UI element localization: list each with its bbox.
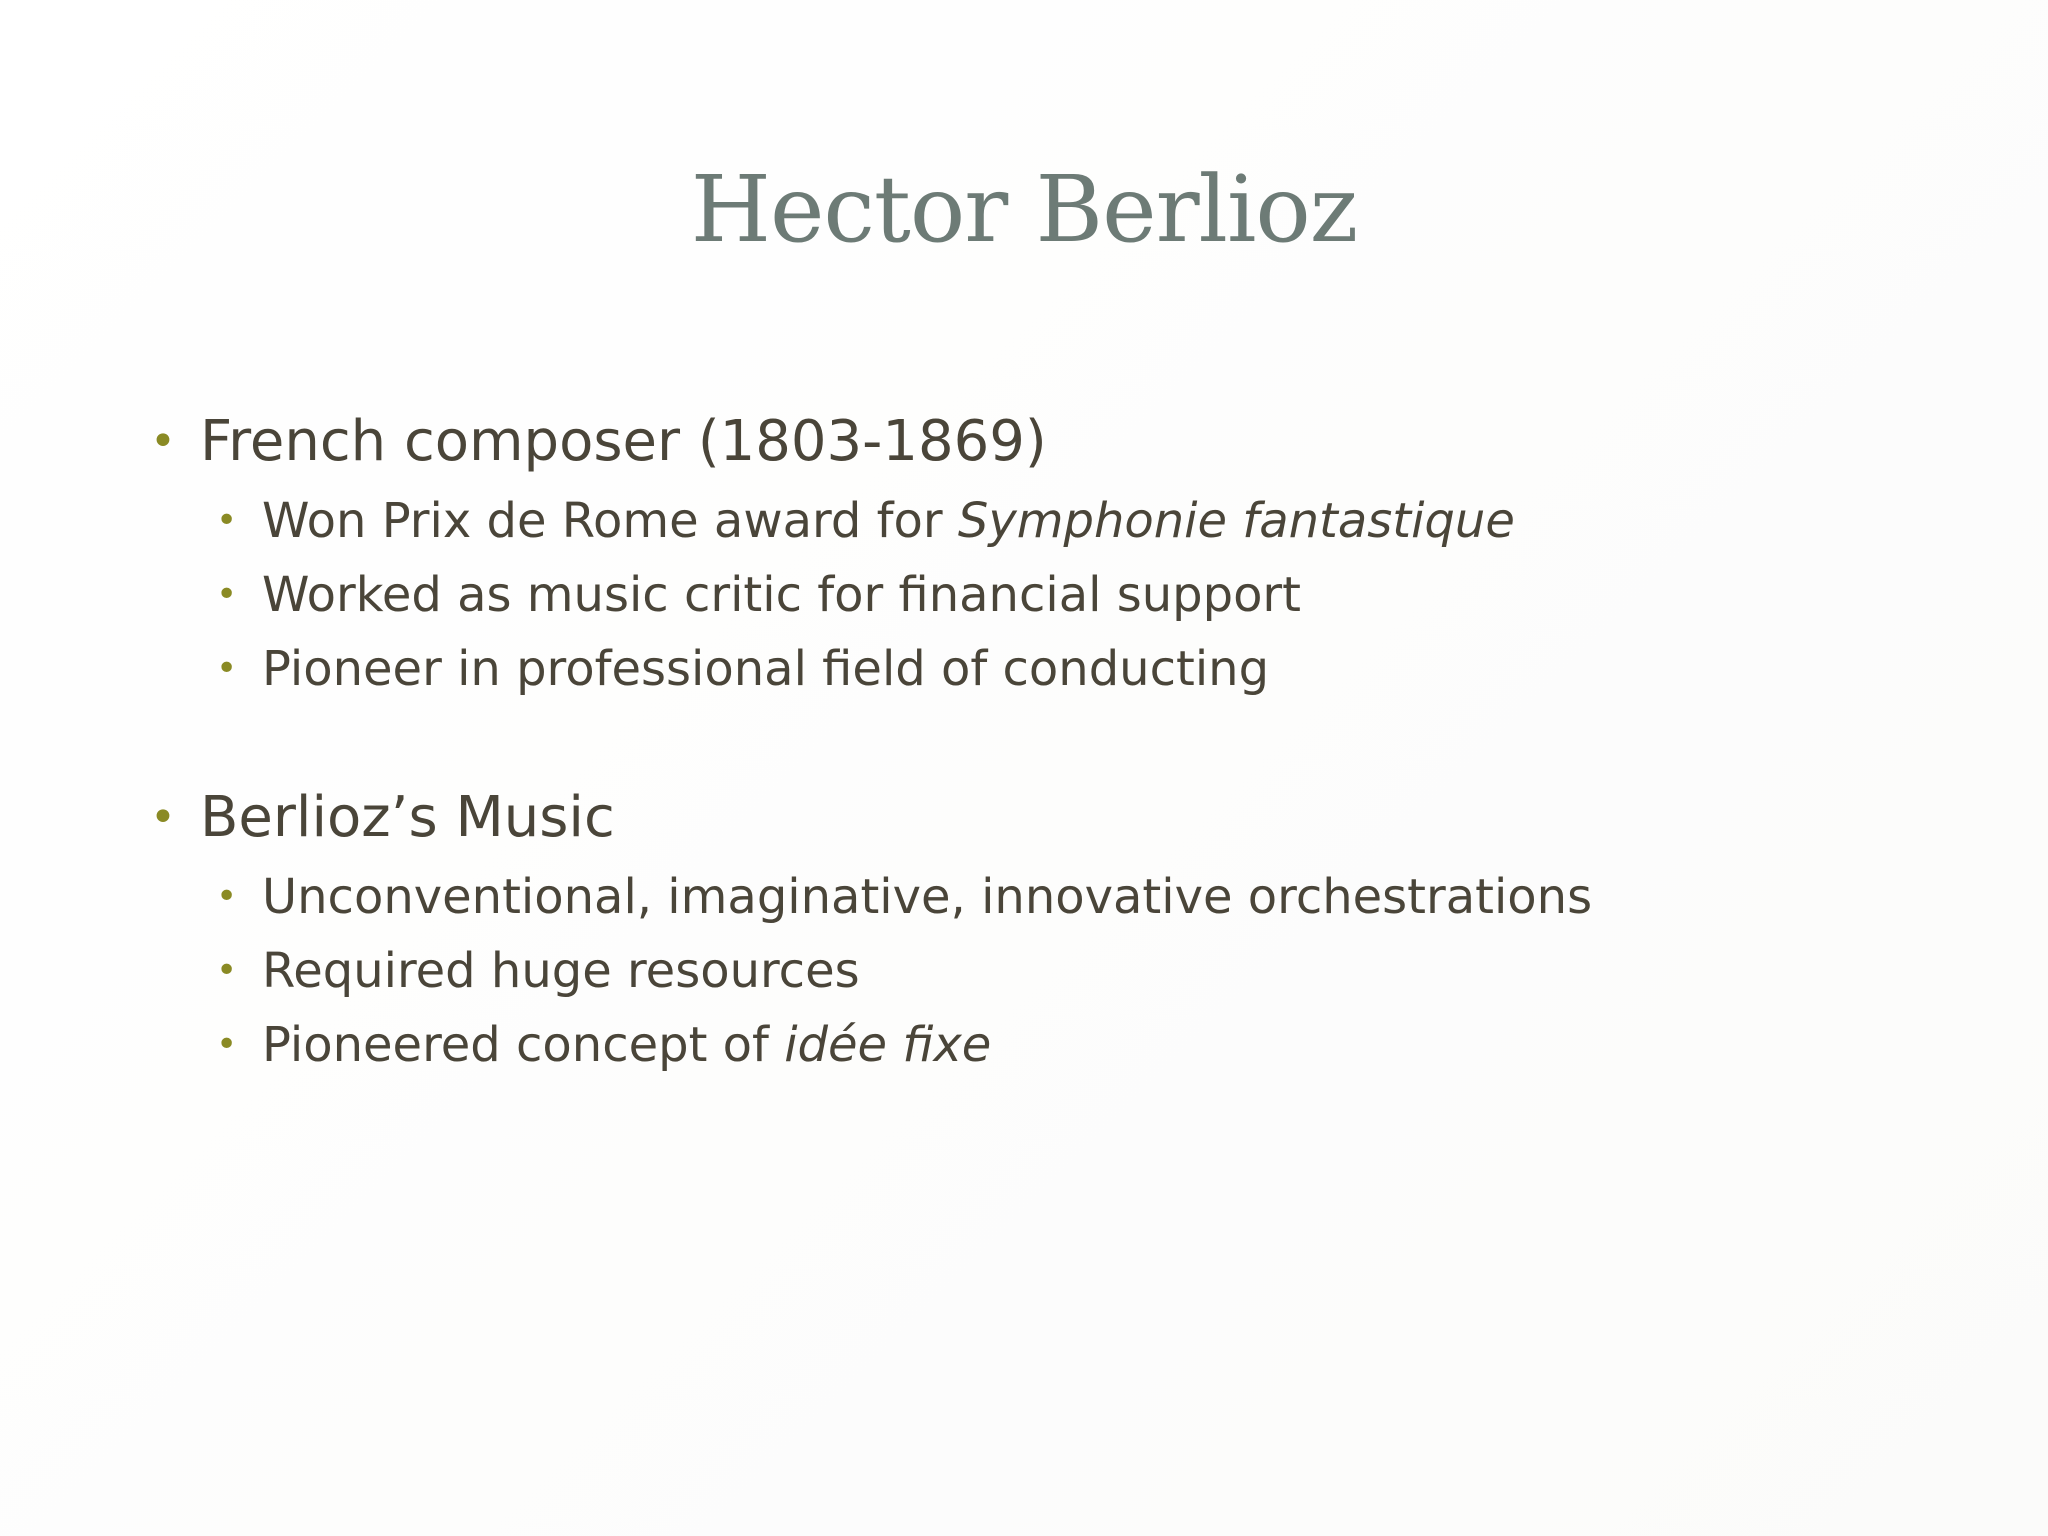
bullet-text: French composer (1803-1869) bbox=[200, 409, 1047, 474]
sub-bullet-idee-fixe bbox=[150, 1008, 1950, 1082]
slide-content bbox=[150, 400, 1950, 1082]
sub-bullet-text: Pioneer in professional field of conducting bbox=[262, 641, 1270, 697]
slide-title: Hector Berlioz bbox=[690, 156, 1358, 263]
bullet-french-composer bbox=[150, 400, 1950, 484]
sub-bullet-text: Required huge resources bbox=[262, 943, 860, 999]
sub-bullet-music-critic bbox=[150, 558, 1950, 632]
sub-bullet-prix-de-rome bbox=[150, 484, 1950, 558]
sub-bullet-conducting bbox=[150, 632, 1950, 706]
bullet-icon: • bbox=[216, 648, 238, 689]
bullet-icon: • bbox=[216, 574, 238, 615]
bullet-text: Berlioz’s Music bbox=[200, 785, 615, 850]
bullet-icon: • bbox=[150, 792, 176, 843]
sub-bullet-orchestrations bbox=[150, 860, 1950, 934]
bullet-berlioz-music bbox=[150, 776, 1950, 860]
bullet-icon: • bbox=[216, 500, 238, 541]
sub-bullet-text: Unconventional, imaginative, innovative orchestrations bbox=[262, 869, 1593, 925]
sub-bullet-text: Worked as music critic for financial support bbox=[262, 567, 1301, 623]
sub-bullet-text: Pioneered concept of bbox=[262, 1017, 785, 1073]
sub-bullet-text: Won Prix de Rome award for bbox=[262, 493, 958, 549]
sub-bullet-italic-text: idée fixe bbox=[784, 1017, 992, 1073]
sub-bullet-resources bbox=[150, 934, 1950, 1008]
bullet-icon: • bbox=[216, 876, 238, 917]
sub-bullet-italic-text: Symphonie fantastique bbox=[957, 493, 1515, 549]
bullet-icon: • bbox=[150, 416, 176, 467]
bullet-icon: • bbox=[216, 1024, 238, 1065]
bullet-icon: • bbox=[216, 950, 238, 991]
section-spacer bbox=[150, 706, 1950, 776]
